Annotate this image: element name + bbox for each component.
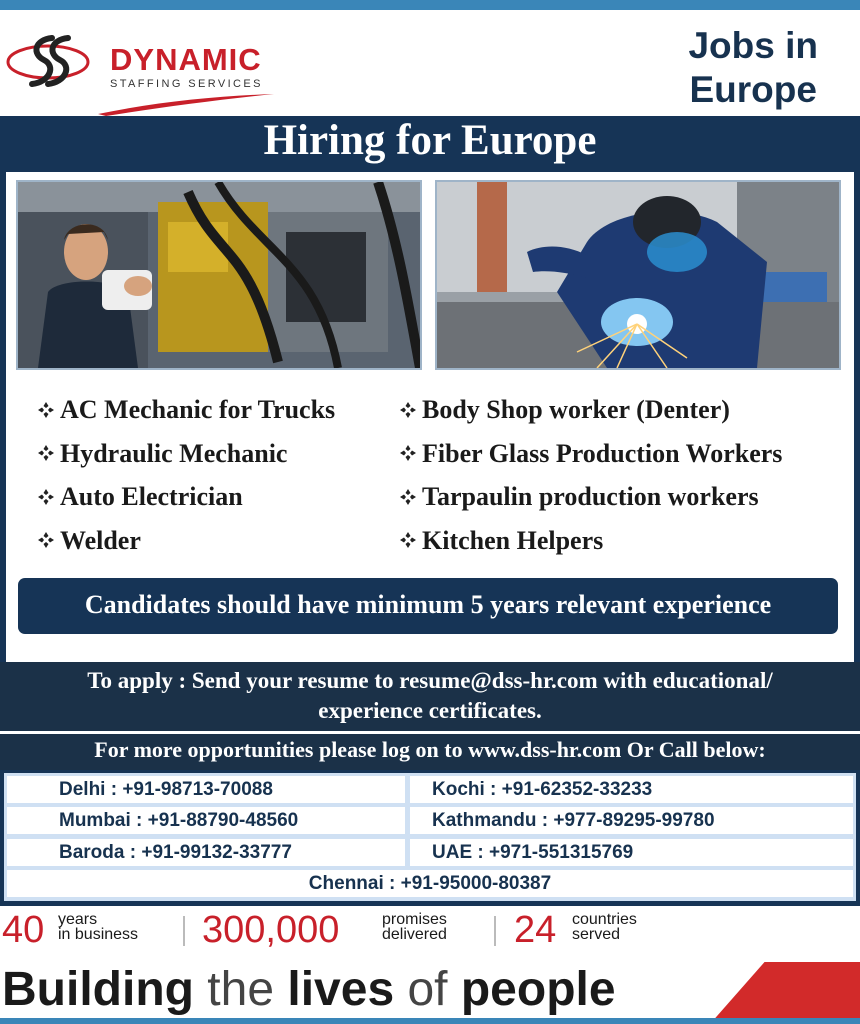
stat-countries-label: [572, 912, 637, 942]
list-item: [36, 475, 335, 519]
requirement-banner: Candidates should have minimum 5 years relevant experience: [18, 578, 838, 634]
list-item: [36, 519, 335, 563]
list-item: [398, 432, 782, 476]
brand-name: DYNAMIC: [110, 42, 262, 77]
stat-label-line: promises: [382, 911, 447, 928]
contact-uae: UAE : +971-551315769: [410, 839, 853, 866]
swoosh-icon: [96, 92, 276, 116]
job-title: AC Mechanic for Trucks: [60, 395, 336, 424]
stat-label-line: countries: [572, 911, 637, 928]
contact-chennai: Chennai : +91-95000-80387: [7, 870, 853, 897]
job-list-left: [36, 388, 335, 562]
contact-kochi: Kochi : +91-62352-33233: [410, 776, 853, 803]
header: [0, 10, 860, 116]
list-item: [36, 432, 335, 476]
welder-image: [437, 182, 839, 368]
company-logo: [6, 32, 286, 114]
stat-label-line: delivered: [382, 926, 447, 943]
logo-mark-icon: [6, 32, 102, 92]
list-item: [398, 519, 782, 563]
main-section: [0, 116, 860, 662]
apply-section: [0, 662, 860, 732]
stat-label-line: years: [58, 911, 98, 928]
badge-line-1: Jobs in: [688, 25, 818, 66]
content-panel: [6, 172, 854, 662]
diamond-bullet-icon: [398, 443, 418, 463]
apply-line-2: experience certificates.: [318, 698, 542, 723]
job-title: Kitchen Helpers: [422, 525, 604, 555]
brand-subtitle: STAFFING SERVICES: [110, 78, 263, 90]
diamond-bullet-icon: [36, 530, 56, 550]
headline: Hiring for Europe: [263, 117, 597, 164]
apply-line-1: To apply : Send your resume to resume@dss-hr.com with educational/: [87, 668, 773, 693]
tagline-word: the: [207, 963, 275, 1016]
diamond-bullet-icon: [398, 530, 418, 550]
stat-promises-label: [382, 912, 447, 942]
list-item: [398, 388, 782, 432]
welder-photo: [435, 180, 841, 370]
stat-divider: [494, 916, 496, 946]
bottom-accent-bar: [0, 1018, 860, 1024]
job-title: Body Shop worker (Denter): [422, 395, 730, 424]
badge-line-2: Europe: [689, 69, 817, 110]
mechanic-image: [18, 182, 420, 368]
contact-mumbai: Mumbai : +91-88790-48560: [7, 807, 405, 834]
tagline-word: people: [460, 963, 616, 1016]
list-item: [398, 475, 782, 519]
contact-delhi: Delhi : +91-98713-70088: [7, 776, 405, 803]
tagline: [2, 962, 616, 1018]
stat-promises-number: 300,000: [202, 909, 340, 951]
diamond-bullet-icon: [398, 487, 418, 507]
contact-baroda: Baroda : +91-99132-33777: [7, 839, 405, 866]
job-title: Hydraulic Mechanic: [60, 438, 288, 468]
job-list-right: [398, 388, 782, 562]
job-title: Fiber Glass Production Workers: [422, 438, 783, 468]
stat-years-label: [58, 912, 138, 942]
contacts-section: [0, 770, 860, 906]
diamond-bullet-icon: [398, 400, 418, 420]
contacts-grid: [4, 773, 856, 901]
jobs-badge: [688, 24, 818, 112]
job-title: Welder: [60, 525, 141, 555]
mechanic-photo: [16, 180, 422, 370]
stat-divider: [183, 916, 185, 946]
stat-countries-number: 24: [514, 909, 557, 951]
tagline-word: of: [407, 963, 448, 1016]
list-item: [36, 388, 335, 432]
stats-strip: [0, 906, 860, 962]
contact-kathmandu: Kathmandu : +977-89295-99780: [410, 807, 853, 834]
job-title: Tarpaulin production workers: [422, 482, 759, 511]
job-title: Auto Electrician: [60, 482, 243, 511]
diamond-bullet-icon: [36, 443, 56, 463]
stat-label-line: served: [572, 926, 621, 943]
tagline-word: Building: [2, 963, 194, 1016]
diamond-bullet-icon: [36, 400, 56, 420]
top-accent-bar: [0, 0, 860, 10]
stat-label-line: in business: [58, 926, 139, 943]
stat-years-number: 40: [2, 909, 45, 951]
diamond-bullet-icon: [36, 487, 56, 507]
tagline-word: lives: [287, 963, 395, 1016]
more-opportunities: For more opportunities please log on to www.dss-hr.com Or Call below:: [0, 734, 860, 770]
